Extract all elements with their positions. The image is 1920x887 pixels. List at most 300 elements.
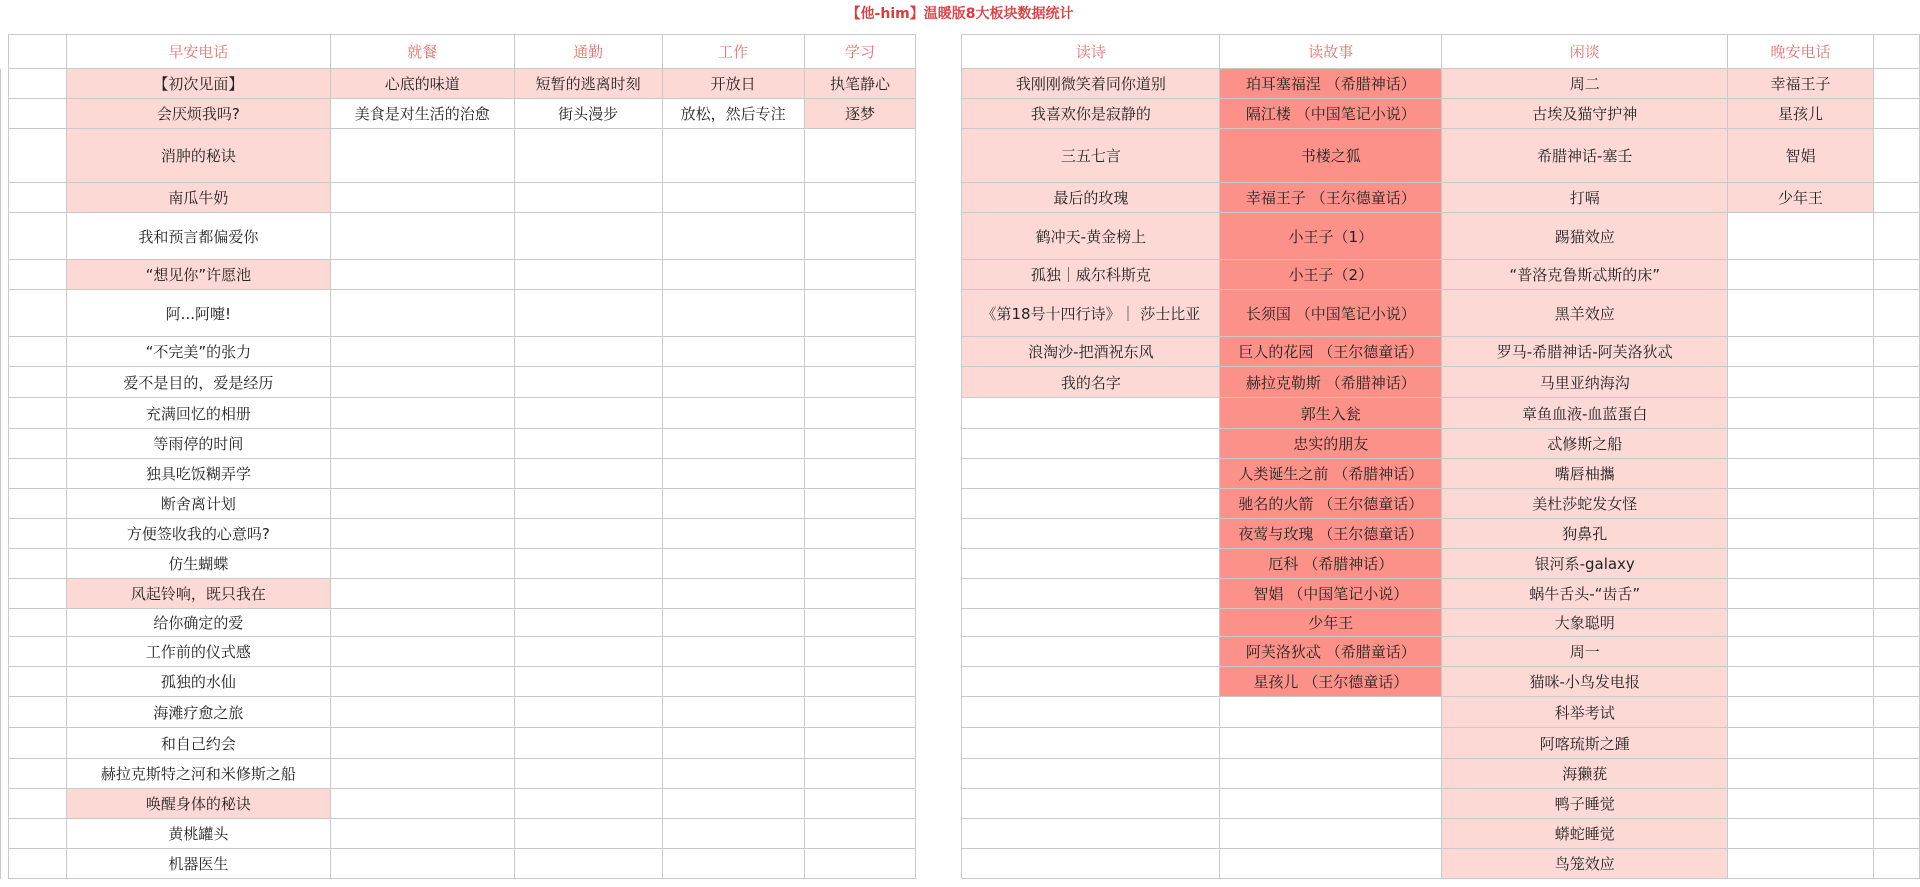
row-header-cell[interactable] xyxy=(8,99,66,129)
cell-morning-call[interactable]: 南瓜牛奶 xyxy=(66,183,330,213)
cell-work[interactable] xyxy=(662,129,804,183)
cell-night-call[interactable] xyxy=(1728,637,1874,667)
cell-study[interactable] xyxy=(804,609,916,637)
cell-night-call[interactable] xyxy=(1728,398,1874,429)
row-header-cell[interactable] xyxy=(8,819,66,849)
cell-morning-call[interactable]: “想见你”许愿池 xyxy=(66,260,330,290)
cell-meal[interactable] xyxy=(330,849,514,879)
cell-poetry[interactable]: 三五七言 xyxy=(962,129,1220,183)
cell-meal[interactable] xyxy=(330,819,514,849)
cell-chat[interactable]: 鸭子睡觉 xyxy=(1442,789,1728,819)
tail-cell[interactable] xyxy=(1873,697,1919,728)
cell-commute[interactable] xyxy=(514,667,662,697)
row-header-cell[interactable] xyxy=(8,260,66,290)
cell-morning-call[interactable]: 消肿的秘诀 xyxy=(66,129,330,183)
cell-night-call[interactable]: 星孩儿 xyxy=(1728,99,1874,129)
cell-night-call[interactable] xyxy=(1728,459,1874,489)
tail-cell[interactable] xyxy=(1873,429,1919,459)
cell-morning-call[interactable]: 充满回忆的相册 xyxy=(66,398,330,429)
header-morning-call[interactable]: 早安电话 xyxy=(66,35,330,69)
cell-night-call[interactable] xyxy=(1728,789,1874,819)
tail-cell[interactable] xyxy=(1873,789,1919,819)
cell-study[interactable] xyxy=(804,398,916,429)
cell-story[interactable]: 巨人的花园 （王尔德童话） xyxy=(1220,337,1442,367)
cell-work[interactable] xyxy=(662,367,804,398)
cell-study[interactable] xyxy=(804,183,916,213)
row-header-cell[interactable] xyxy=(8,609,66,637)
cell-story[interactable]: 忠实的朋友 xyxy=(1220,429,1442,459)
cell-poetry[interactable] xyxy=(962,849,1220,879)
table-row xyxy=(1,367,1920,398)
cell-poetry[interactable]: 我的名字 xyxy=(962,367,1220,398)
tail-cell[interactable] xyxy=(1873,367,1919,398)
cell-poetry[interactable] xyxy=(962,549,1220,579)
cell-commute[interactable] xyxy=(514,728,662,759)
tail-cell[interactable] xyxy=(1873,667,1919,697)
cell-commute[interactable] xyxy=(514,183,662,213)
cell-night-call[interactable] xyxy=(1728,260,1874,290)
cell-work[interactable] xyxy=(662,697,804,728)
cell-study[interactable] xyxy=(804,337,916,367)
tail-cell[interactable] xyxy=(1873,579,1919,609)
cell-poetry[interactable]: 鹤冲天-黄金榜上 xyxy=(962,213,1220,260)
cell-commute[interactable] xyxy=(514,697,662,728)
cell-commute[interactable] xyxy=(514,849,662,879)
cell-poetry[interactable] xyxy=(962,489,1220,519)
row-header-cell[interactable] xyxy=(8,789,66,819)
cell-study[interactable] xyxy=(804,367,916,398)
cell-story[interactable]: 珀耳塞福涅 （希腊神话） xyxy=(1220,69,1442,99)
cell-poetry[interactable] xyxy=(962,429,1220,459)
cell-meal[interactable] xyxy=(330,549,514,579)
header-poetry[interactable]: 读诗 xyxy=(962,35,1220,69)
cell-meal[interactable] xyxy=(330,367,514,398)
cell-commute[interactable] xyxy=(514,459,662,489)
cell-morning-call[interactable]: 阿...阿嚏! xyxy=(66,290,330,337)
tail-cell[interactable] xyxy=(1873,519,1919,549)
cell-meal[interactable] xyxy=(330,667,514,697)
cell-work[interactable] xyxy=(662,519,804,549)
cell-work[interactable] xyxy=(662,759,804,789)
cell-morning-call[interactable]: 爱不是目的，爱是经历 xyxy=(66,367,330,398)
cell-night-call[interactable] xyxy=(1728,759,1874,789)
table-row xyxy=(1,667,1920,697)
cell-chat[interactable]: 银河系-galaxy xyxy=(1442,549,1728,579)
table-row xyxy=(1,69,1920,99)
tail-cell[interactable] xyxy=(1873,99,1919,129)
row-header-cell[interactable] xyxy=(8,667,66,697)
row-header-cell[interactable] xyxy=(8,213,66,260)
tail-cell[interactable] xyxy=(1873,260,1919,290)
cell-meal[interactable] xyxy=(330,129,514,183)
cell-meal[interactable]: 美食是对生活的治愈 xyxy=(330,99,514,129)
cell-poetry[interactable] xyxy=(962,728,1220,759)
row-header-cell[interactable] xyxy=(8,519,66,549)
tail-cell[interactable] xyxy=(1873,35,1919,69)
cell-chat[interactable]: 踢猫效应 xyxy=(1442,213,1728,260)
cell-meal[interactable] xyxy=(330,213,514,260)
cell-study[interactable] xyxy=(804,429,916,459)
cell-story[interactable] xyxy=(1220,759,1442,789)
cell-study[interactable] xyxy=(804,213,916,260)
cell-morning-call[interactable]: 【初次见面】 xyxy=(66,69,330,99)
cell-morning-call[interactable]: 仿生蝴蝶 xyxy=(66,549,330,579)
cell-morning-call[interactable]: 我和预言都偏爱你 xyxy=(66,213,330,260)
cell-story[interactable]: 小王子（2） xyxy=(1220,260,1442,290)
cell-chat[interactable]: 马里亚纳海沟 xyxy=(1442,367,1728,398)
cell-chat[interactable]: 罗马-希腊神话-阿芙洛狄忒 xyxy=(1442,337,1728,367)
cell-morning-call[interactable]: 断舍离计划 xyxy=(66,489,330,519)
cell-chat[interactable]: 美杜莎蛇发女怪 xyxy=(1442,489,1728,519)
cell-night-call[interactable] xyxy=(1728,819,1874,849)
cell-night-call[interactable] xyxy=(1728,367,1874,398)
cell-chat[interactable]: 蜗牛舌头-“齿舌” xyxy=(1442,579,1728,609)
cell-morning-call[interactable]: 海滩疗愈之旅 xyxy=(66,697,330,728)
cell-morning-call[interactable]: 和自己约会 xyxy=(66,728,330,759)
cell-poetry[interactable] xyxy=(962,579,1220,609)
cell-study[interactable] xyxy=(804,549,916,579)
cell-meal[interactable] xyxy=(330,789,514,819)
cell-work[interactable] xyxy=(662,789,804,819)
cell-commute[interactable] xyxy=(514,819,662,849)
cell-night-call[interactable] xyxy=(1728,290,1874,337)
cell-commute[interactable]: 短暂的逃离时刻 xyxy=(514,69,662,99)
cell-meal[interactable] xyxy=(330,579,514,609)
cell-work[interactable] xyxy=(662,579,804,609)
row-header-cell[interactable] xyxy=(8,367,66,398)
cell-work[interactable] xyxy=(662,728,804,759)
cell-poetry[interactable] xyxy=(962,459,1220,489)
tail-cell[interactable] xyxy=(1873,213,1919,260)
cell-night-call[interactable] xyxy=(1728,549,1874,579)
cell-work[interactable] xyxy=(662,429,804,459)
cell-morning-call[interactable]: 给你确定的爱 xyxy=(66,609,330,637)
cell-study[interactable] xyxy=(804,260,916,290)
cell-chat[interactable]: 希腊神话-塞壬 xyxy=(1442,129,1728,183)
row-header-cell[interactable] xyxy=(8,549,66,579)
row-header-cell[interactable] xyxy=(8,697,66,728)
row-header-cell[interactable] xyxy=(8,183,66,213)
cell-meal[interactable] xyxy=(330,728,514,759)
row-header-cell[interactable] xyxy=(8,398,66,429)
row-header-cell[interactable] xyxy=(8,129,66,183)
cell-study[interactable]: 逐梦 xyxy=(804,99,916,129)
cell-chat[interactable]: 打嗝 xyxy=(1442,183,1728,213)
cell-morning-call[interactable]: 方便签收我的心意吗? xyxy=(66,519,330,549)
cell-poetry[interactable] xyxy=(962,609,1220,637)
cell-poetry[interactable]: 最后的玫瑰 xyxy=(962,183,1220,213)
row-header-cell[interactable] xyxy=(8,429,66,459)
tail-cell[interactable] xyxy=(1873,728,1919,759)
cell-story[interactable] xyxy=(1220,849,1442,879)
edge-cell xyxy=(1,459,9,489)
cell-night-call[interactable] xyxy=(1728,429,1874,459)
edge-cell xyxy=(1,367,9,398)
cell-poetry[interactable]: 我喜欢你是寂静的 xyxy=(962,99,1220,129)
cell-commute[interactable] xyxy=(514,213,662,260)
cell-work[interactable] xyxy=(662,489,804,519)
row-header-cell[interactable] xyxy=(8,337,66,367)
row-header-cell[interactable] xyxy=(8,579,66,609)
cell-poetry[interactable]: 浪淘沙-把酒祝东风 xyxy=(962,337,1220,367)
cell-meal[interactable] xyxy=(330,637,514,667)
cell-story[interactable]: 夜莺与玫瑰 （王尔德童话） xyxy=(1220,519,1442,549)
cell-study[interactable] xyxy=(804,129,916,183)
cell-poetry[interactable] xyxy=(962,697,1220,728)
row-header-cell[interactable] xyxy=(8,849,66,879)
cell-morning-call[interactable]: 黄桃罐头 xyxy=(66,819,330,849)
cell-study[interactable] xyxy=(804,789,916,819)
tail-cell[interactable] xyxy=(1873,759,1919,789)
cell-chat[interactable]: 科举考试 xyxy=(1442,697,1728,728)
cell-chat[interactable]: 章鱼血液-血蓝蛋白 xyxy=(1442,398,1728,429)
cell-story[interactable]: 小王子（1） xyxy=(1220,213,1442,260)
cell-chat[interactable]: 周一 xyxy=(1442,637,1728,667)
cell-chat[interactable]: 周二 xyxy=(1442,69,1728,99)
row-header-cell[interactable] xyxy=(8,459,66,489)
cell-chat[interactable]: 嘴唇柚攜 xyxy=(1442,459,1728,489)
cell-commute[interactable] xyxy=(514,789,662,819)
row-header-cell[interactable] xyxy=(8,35,66,69)
cell-chat[interactable]: 忒修斯之船 xyxy=(1442,429,1728,459)
cell-work[interactable]: 放松，然后专注 xyxy=(662,99,804,129)
cell-study[interactable] xyxy=(804,489,916,519)
cell-night-call[interactable] xyxy=(1728,849,1874,879)
cell-chat[interactable]: 黑羊效应 xyxy=(1442,290,1728,337)
cell-poetry[interactable] xyxy=(962,637,1220,667)
cell-poetry[interactable] xyxy=(962,519,1220,549)
table-row xyxy=(1,183,1920,213)
cell-work[interactable] xyxy=(662,260,804,290)
column-gap xyxy=(916,429,962,459)
cell-night-call[interactable] xyxy=(1728,667,1874,697)
cell-chat[interactable]: 海獭莸 xyxy=(1442,759,1728,789)
cell-commute[interactable] xyxy=(514,759,662,789)
tail-cell[interactable] xyxy=(1873,489,1919,519)
cell-study[interactable] xyxy=(804,459,916,489)
cell-commute[interactable] xyxy=(514,398,662,429)
cell-work[interactable] xyxy=(662,337,804,367)
cell-night-call[interactable] xyxy=(1728,609,1874,637)
cell-study[interactable] xyxy=(804,728,916,759)
tail-cell[interactable] xyxy=(1873,637,1919,667)
row-header-cell[interactable] xyxy=(8,489,66,519)
cell-commute[interactable] xyxy=(514,609,662,637)
cell-story[interactable] xyxy=(1220,728,1442,759)
tail-cell[interactable] xyxy=(1873,183,1919,213)
cell-chat[interactable]: 古埃及猫守护神 xyxy=(1442,99,1728,129)
cell-chat[interactable]: 鸟笼效应 xyxy=(1442,849,1728,879)
cell-morning-call[interactable]: 孤独的水仙 xyxy=(66,667,330,697)
header-commute[interactable]: 通勤 xyxy=(514,35,662,69)
cell-study[interactable] xyxy=(804,519,916,549)
row-header-cell[interactable] xyxy=(8,637,66,667)
header-work[interactable]: 工作 xyxy=(662,35,804,69)
cell-story[interactable]: 阿芙洛狄忒 （希腊童话） xyxy=(1220,637,1442,667)
tail-cell[interactable] xyxy=(1873,609,1919,637)
cell-meal[interactable] xyxy=(330,489,514,519)
cell-poetry[interactable] xyxy=(962,819,1220,849)
cell-story[interactable] xyxy=(1220,697,1442,728)
cell-poetry[interactable]: 我刚刚微笑着同你道别 xyxy=(962,69,1220,99)
cell-work[interactable] xyxy=(662,213,804,260)
cell-study[interactable] xyxy=(804,759,916,789)
cell-commute[interactable] xyxy=(514,367,662,398)
tail-cell[interactable] xyxy=(1873,290,1919,337)
cell-study[interactable] xyxy=(804,849,916,879)
cell-chat[interactable]: 猫咪-小鸟发电报 xyxy=(1442,667,1728,697)
cell-meal[interactable] xyxy=(330,398,514,429)
cell-poetry[interactable]: 孤独｜威尔科斯克 xyxy=(962,260,1220,290)
cell-night-call[interactable] xyxy=(1728,728,1874,759)
cell-work[interactable] xyxy=(662,849,804,879)
cell-story[interactable]: 隔江楼 （中国笔记小说） xyxy=(1220,99,1442,129)
edge-cell xyxy=(1,35,9,69)
cell-study[interactable] xyxy=(804,290,916,337)
row-header-cell[interactable] xyxy=(8,759,66,789)
column-gap xyxy=(916,667,962,697)
tail-cell[interactable] xyxy=(1873,819,1919,849)
cell-commute[interactable] xyxy=(514,637,662,667)
cell-night-call[interactable]: 幸福王子 xyxy=(1728,69,1874,99)
cell-poetry[interactable] xyxy=(962,667,1220,697)
cell-story[interactable] xyxy=(1220,789,1442,819)
row-header-cell[interactable] xyxy=(8,728,66,759)
cell-night-call[interactable] xyxy=(1728,519,1874,549)
cell-night-call[interactable]: 智娼 xyxy=(1728,129,1874,183)
cell-work[interactable] xyxy=(662,290,804,337)
cell-story[interactable]: 厄科 （希腊神话） xyxy=(1220,549,1442,579)
cell-morning-call[interactable]: 风起铃响，既只我在 xyxy=(66,579,330,609)
cell-meal[interactable] xyxy=(330,429,514,459)
cell-work[interactable] xyxy=(662,819,804,849)
cell-chat[interactable]: 蟒蛇睡觉 xyxy=(1442,819,1728,849)
cell-meal[interactable] xyxy=(330,697,514,728)
cell-work[interactable] xyxy=(662,183,804,213)
cell-commute[interactable] xyxy=(514,579,662,609)
cell-study[interactable] xyxy=(804,579,916,609)
cell-study[interactable] xyxy=(804,819,916,849)
cell-meal[interactable] xyxy=(330,459,514,489)
cell-story[interactable]: 人类诞生之前 （希腊神话） xyxy=(1220,459,1442,489)
cell-meal[interactable] xyxy=(330,609,514,637)
cell-morning-call[interactable]: 唤醒身体的秘诀 xyxy=(66,789,330,819)
cell-story[interactable]: 书楼之狐 xyxy=(1220,129,1442,183)
cell-story[interactable]: 赫拉克勒斯 （希腊神话） xyxy=(1220,367,1442,398)
cell-meal[interactable] xyxy=(330,260,514,290)
cell-work[interactable] xyxy=(662,549,804,579)
cell-work[interactable] xyxy=(662,637,804,667)
cell-commute[interactable]: 街头漫步 xyxy=(514,99,662,129)
cell-chat[interactable]: 大象聪明 xyxy=(1442,609,1728,637)
cell-commute[interactable] xyxy=(514,129,662,183)
cell-night-call[interactable] xyxy=(1728,579,1874,609)
cell-commute[interactable] xyxy=(514,429,662,459)
cell-story[interactable]: 幸福王子 （王尔德童话） xyxy=(1220,183,1442,213)
cell-meal[interactable] xyxy=(330,337,514,367)
tail-cell[interactable] xyxy=(1873,398,1919,429)
cell-commute[interactable] xyxy=(514,549,662,579)
cell-story[interactable]: 少年王 xyxy=(1220,609,1442,637)
cell-meal[interactable] xyxy=(330,519,514,549)
row-header-cell[interactable] xyxy=(8,290,66,337)
cell-study[interactable]: 执笔静心 xyxy=(804,69,916,99)
cell-story[interactable]: 郭生入瓮 xyxy=(1220,398,1442,429)
cell-study[interactable] xyxy=(804,637,916,667)
cell-meal[interactable] xyxy=(330,183,514,213)
header-meal[interactable]: 就餐 xyxy=(330,35,514,69)
cell-chat[interactable]: “普洛克鲁斯忒斯的床” xyxy=(1442,260,1728,290)
cell-night-call[interactable] xyxy=(1728,337,1874,367)
cell-morning-call[interactable]: 等雨停的时间 xyxy=(66,429,330,459)
cell-poetry[interactable]: 《第18号十四行诗》｜ 莎士比亚 xyxy=(962,290,1220,337)
tail-cell[interactable] xyxy=(1873,849,1919,879)
header-study[interactable]: 学习 xyxy=(804,35,916,69)
cell-morning-call[interactable]: 工作前的仪式感 xyxy=(66,637,330,667)
column-gap xyxy=(916,459,962,489)
edge-cell xyxy=(1,337,9,367)
cell-morning-call[interactable]: 机器医生 xyxy=(66,849,330,879)
edge-cell xyxy=(1,129,9,183)
cell-commute[interactable] xyxy=(514,290,662,337)
cell-work[interactable] xyxy=(662,609,804,637)
cell-meal[interactable]: 心底的味道 xyxy=(330,69,514,99)
cell-commute[interactable] xyxy=(514,260,662,290)
cell-commute[interactable] xyxy=(514,337,662,367)
row-header-cell[interactable] xyxy=(8,69,66,99)
cell-poetry[interactable] xyxy=(962,789,1220,819)
cell-work[interactable] xyxy=(662,398,804,429)
cell-work[interactable] xyxy=(662,667,804,697)
cell-story[interactable]: 驰名的火箭 （王尔德童话） xyxy=(1220,489,1442,519)
cell-morning-call[interactable]: “不完美”的张力 xyxy=(66,337,330,367)
cell-meal[interactable] xyxy=(330,290,514,337)
cell-meal[interactable] xyxy=(330,759,514,789)
tail-cell[interactable] xyxy=(1873,459,1919,489)
header-night-call[interactable]: 晚安电话 xyxy=(1728,35,1874,69)
table-row xyxy=(1,260,1920,290)
cell-work[interactable] xyxy=(662,459,804,489)
cell-commute[interactable] xyxy=(514,519,662,549)
cell-night-call[interactable]: 少年王 xyxy=(1728,183,1874,213)
header-chat[interactable]: 闲谈 xyxy=(1442,35,1728,69)
cell-night-call[interactable] xyxy=(1728,489,1874,519)
cell-chat[interactable]: 阿喀琉斯之踵 xyxy=(1442,728,1728,759)
cell-commute[interactable] xyxy=(514,489,662,519)
cell-story[interactable]: 智娼 （中国笔记小说） xyxy=(1220,579,1442,609)
cell-morning-call[interactable]: 独具吃饭糊弄学 xyxy=(66,459,330,489)
cell-poetry[interactable] xyxy=(962,398,1220,429)
edge-cell xyxy=(1,519,9,549)
cell-story[interactable]: 星孩儿 （王尔德童话） xyxy=(1220,667,1442,697)
cell-study[interactable] xyxy=(804,667,916,697)
tail-cell[interactable] xyxy=(1873,337,1919,367)
cell-story[interactable] xyxy=(1220,819,1442,849)
cell-chat[interactable]: 狗鼻孔 xyxy=(1442,519,1728,549)
cell-night-call[interactable] xyxy=(1728,697,1874,728)
cell-poetry[interactable] xyxy=(962,759,1220,789)
cell-story[interactable]: 长须国 （中国笔记小说） xyxy=(1220,290,1442,337)
header-story[interactable]: 读故事 xyxy=(1220,35,1442,69)
cell-study[interactable] xyxy=(804,697,916,728)
cell-morning-call[interactable]: 会厌烦我吗? xyxy=(66,99,330,129)
tail-cell[interactable] xyxy=(1873,69,1919,99)
tail-cell[interactable] xyxy=(1873,549,1919,579)
tail-cell[interactable] xyxy=(1873,129,1919,183)
cell-morning-call[interactable]: 赫拉克斯特之河和米修斯之船 xyxy=(66,759,330,789)
cell-night-call[interactable] xyxy=(1728,213,1874,260)
cell-work[interactable]: 开放日 xyxy=(662,69,804,99)
